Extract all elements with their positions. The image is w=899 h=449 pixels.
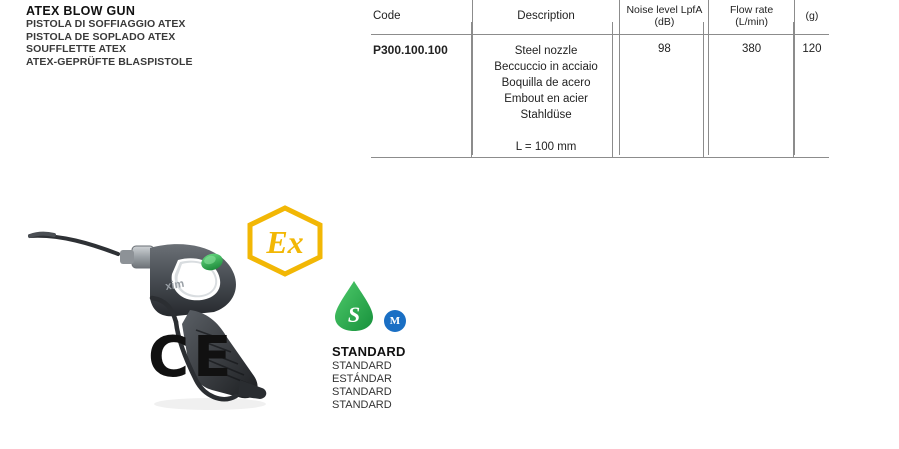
cell-noise: 98 xyxy=(620,35,709,156)
cell-code: P300.100.100 xyxy=(371,35,472,156)
table-vrule-2 xyxy=(612,22,613,157)
column-header-flow: Flow rate (L/min) xyxy=(709,0,794,35)
standard-title-it: STANDARD xyxy=(332,360,392,372)
product-title-fr: SOUFFLETTE ATEX xyxy=(26,43,127,56)
table-header-row xyxy=(371,0,829,35)
standard-icons xyxy=(332,280,512,342)
svg-text:Ex: Ex xyxy=(266,224,304,260)
column-header-noise: Noise level LpfA (dB) xyxy=(620,0,709,35)
standard-title-fr: STANDARD xyxy=(332,386,392,398)
table-bottom-rule xyxy=(371,157,829,158)
cell-flow: 380 xyxy=(709,35,794,156)
standard-title-es: ESTÁNDAR xyxy=(332,373,392,385)
standard-title: STANDARD xyxy=(332,344,406,359)
desc-line-fr: Embout en acier xyxy=(504,93,588,105)
page-title: ATEX BLOW GUN xyxy=(26,4,136,18)
m-badge-icon: M xyxy=(384,310,406,332)
product-title-de: ATEX-GEPRÜFTE BLASPISTOLE xyxy=(26,55,193,68)
standard-block xyxy=(332,280,512,412)
column-header-weight: (g) xyxy=(794,0,829,35)
cell-weight: 120 xyxy=(802,43,822,55)
table-vrule-3 xyxy=(703,22,704,157)
desc-line-de: Stahldüse xyxy=(520,109,572,121)
s-badge-icon xyxy=(332,280,376,332)
spec-table-wrapper xyxy=(371,0,829,155)
desc-line-it: Beccuccio in acciaio xyxy=(494,61,598,73)
standard-title-de: STANDARD xyxy=(332,399,392,411)
product-title-it: PISTOLA DI SOFFIAGGIO ATEX xyxy=(26,18,186,30)
atex-ex-icon xyxy=(246,205,324,277)
spec-table xyxy=(371,0,829,155)
table-vrule-1 xyxy=(471,22,472,157)
table-vrule-4 xyxy=(793,22,794,157)
standard-labels xyxy=(332,344,512,412)
column-header-code: Code xyxy=(371,0,472,35)
column-header-description: Description xyxy=(472,0,620,35)
svg-text:xim: xim xyxy=(164,277,186,293)
desc-length: L = 100 mm xyxy=(515,141,577,153)
desc-line-es: Boquilla de acero xyxy=(501,77,591,89)
product-title-block xyxy=(26,4,346,68)
desc-line-en: Steel nozzle xyxy=(514,45,578,57)
ce-mark: CE xyxy=(148,325,236,390)
cell-description xyxy=(472,35,620,156)
product-title-es: PISTOLA DE SOPLADO ATEX xyxy=(26,30,176,43)
table-row xyxy=(371,35,829,156)
svg-text:S: S xyxy=(347,302,361,327)
